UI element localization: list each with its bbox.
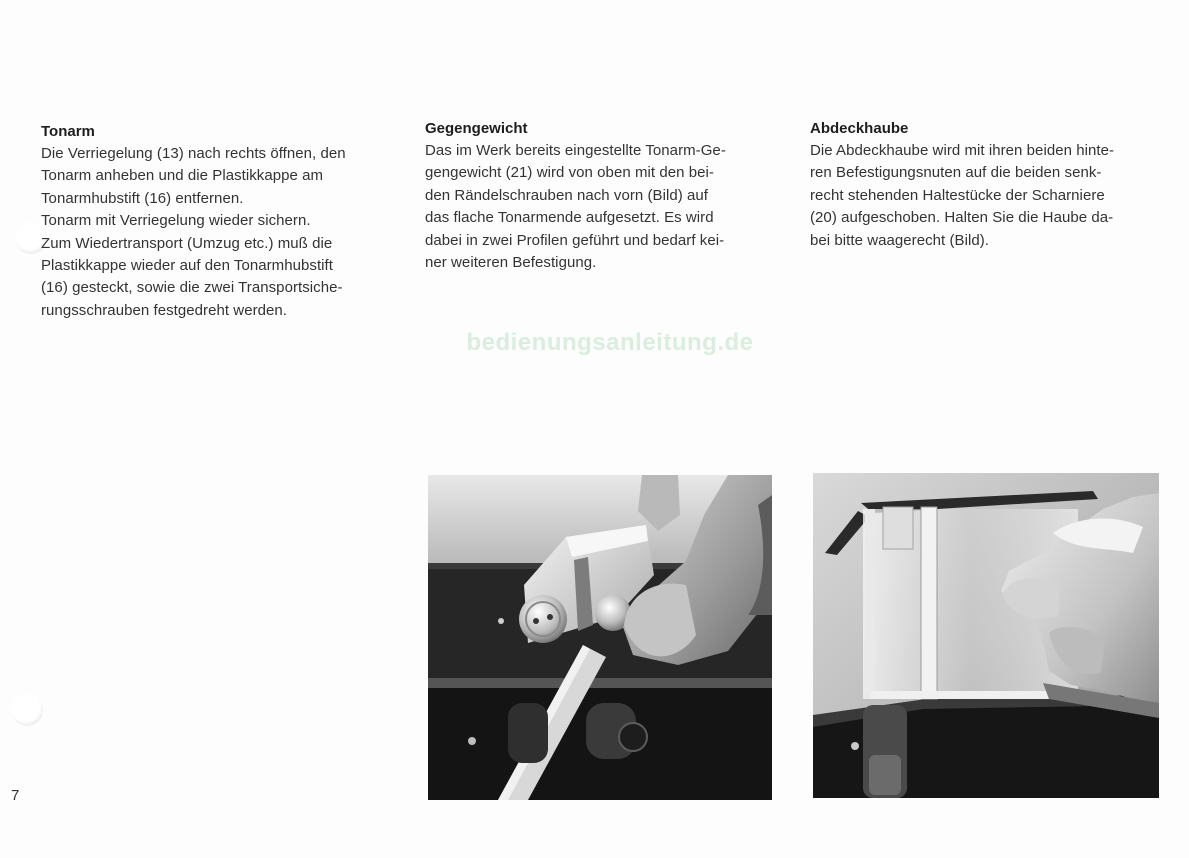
section-gegengewicht xyxy=(425,118,775,274)
text-line: bei bitte waagerecht (Bild). xyxy=(810,231,989,249)
section-heading: Gegengewicht xyxy=(425,120,528,137)
section-heading: Tonarm xyxy=(41,123,95,140)
section-tonarm xyxy=(41,121,391,322)
section-abdeckhaube xyxy=(810,118,1160,252)
section-heading: Abdeckhaube xyxy=(810,120,909,137)
text-line: dabei in zwei Profilen geführt und bedarf kei- xyxy=(425,231,725,249)
text-line: ren Befestigungsnuten auf die beiden senk- xyxy=(810,164,1102,182)
text-line: Das im Werk bereits eingestellte Tonarm-Ge- xyxy=(425,142,726,159)
text-line: (16) gesteckt, sowie die zwei Transportsiche- xyxy=(41,279,343,297)
text-line: gengewicht (21) wird von oben mit den bei- xyxy=(425,164,714,182)
text-line: Tonarm mit Verriegelung wieder sichern. xyxy=(41,212,311,230)
text-line: das flache Tonarmende aufgesetzt. Es wird xyxy=(425,209,714,227)
text-line: Tonarmhubstift (16) entfernen. xyxy=(41,189,244,207)
counterweight-photo xyxy=(428,475,772,800)
text-line: Tonarm anheben und die Plastikkappe am xyxy=(41,167,324,185)
watermark: bedienungsanleitung.de xyxy=(466,329,754,356)
text-line: den Rändelschrauben nach vorn (Bild) auf xyxy=(425,186,709,204)
text-line: ner weiteren Befestigung. xyxy=(425,254,597,272)
text-line: Plastikkappe wieder auf den Tonarmhubstift xyxy=(41,257,333,275)
text-line: recht stehenden Haltestücke der Scharniere xyxy=(810,186,1105,204)
punch-hole-bottom xyxy=(11,694,43,726)
page-number: 7 xyxy=(11,787,20,804)
dust-cover-photo xyxy=(813,473,1159,798)
text-line: Die Abdeckhaube wird mit ihren beiden hinte- xyxy=(810,142,1115,159)
text-line: (20) aufgeschoben. Halten Sie die Haube da- xyxy=(810,209,1114,227)
text-line: Die Verriegelung (13) nach rechts öffnen, den xyxy=(41,145,346,162)
text-line: rungsschrauben festgedreht werden. xyxy=(41,301,288,319)
text-line: Zum Wiedertransport (Umzug etc.) muß die xyxy=(41,234,333,252)
